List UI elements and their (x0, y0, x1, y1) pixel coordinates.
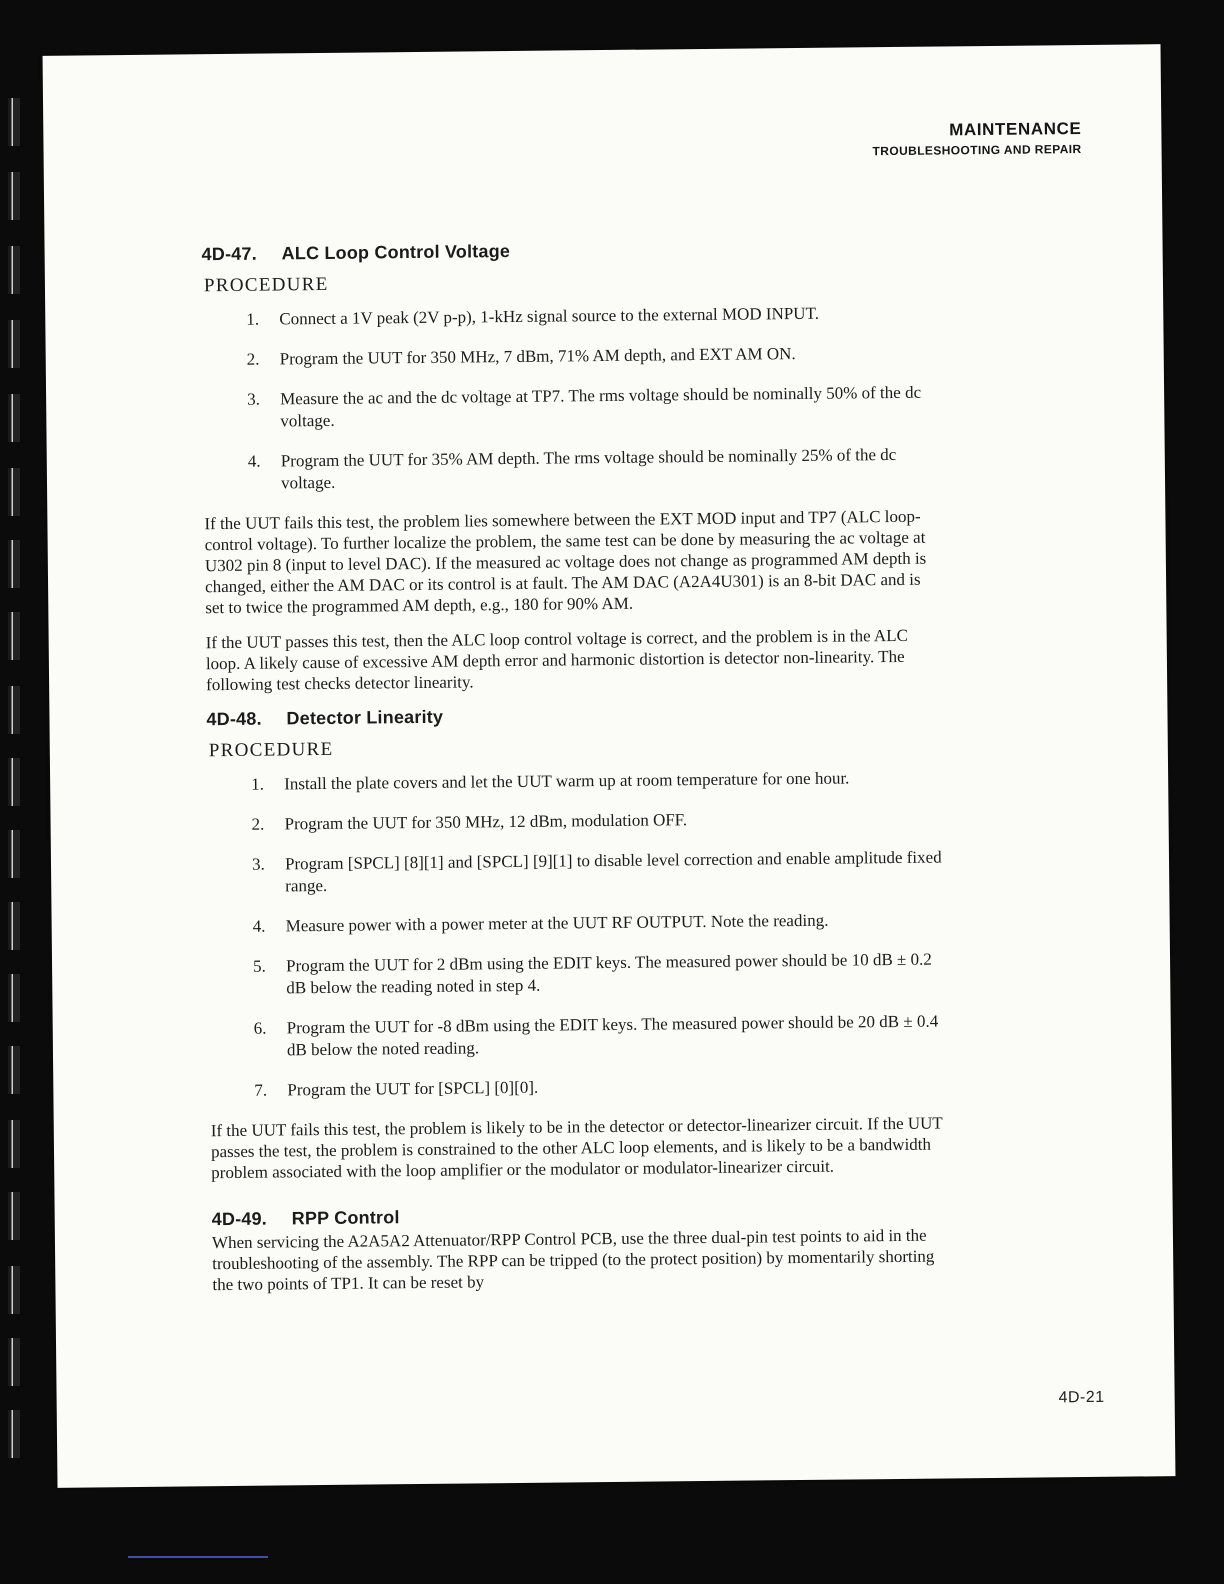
step-item (208, 847, 943, 899)
body-paragraph: If the UUT fails this test, the problem is likely to be in the detector or detector-linearizer circuit. If the UUT passes the test, the problem is constrained to the other ALC loop elements, and is likely to be a bandwidth problem associated with the loop amplifier or the modulator or modulator-linearizer circuit. (210, 1113, 943, 1183)
step-item (203, 342, 938, 372)
step-number: 6. (253, 1018, 267, 1038)
step-text: Connect a 1V peak (2V p-p), 1-kHz signal source to the external MOD INPUT. (279, 303, 819, 329)
section-number: 4D-48. (206, 708, 262, 730)
body-paragraph: When servicing the A2A5A2 Attenuator/RPP Control PCB, use the three dual-pin test points to aid in the troubleshooting of the assembly. The RPP can be tripped (to the protect position) by momentarily shorting the two points of TP1. It can be reset by (211, 1225, 935, 1295)
step-number: 2. (246, 349, 260, 369)
header-subtitle: TROUBLESHOOTING AND REPAIR (872, 142, 1082, 159)
step-text: Install the plate covers and let the UUT warm up at room temperature for one hour. (284, 768, 850, 794)
step-number: 2. (251, 814, 265, 834)
section-heading (202, 237, 937, 266)
page-header (872, 119, 1081, 158)
step-item (210, 1010, 945, 1062)
step-number: 1. (251, 774, 265, 794)
section-number: 4D-47. (201, 243, 257, 265)
procedure-label: PROCEDURE (208, 738, 334, 762)
step-item (203, 382, 938, 434)
section-title: Detector Linearity (286, 706, 444, 729)
step-number: 1. (246, 309, 260, 329)
step-text: Program the UUT for 2 dBm using the EDIT keys. The measured power should be 10 dB ± 0.2 dB below the reading noted in step 4. (285, 949, 932, 998)
step-item (209, 909, 944, 939)
step-text: Program [SPCL] [8][1] and [SPCL] [9][1] to disable level correction and enable amplitude fixed range. (284, 847, 942, 896)
body-paragraph: If the UUT fails this test, the problem lies somewhere between the EXT MOD input and TP7 (ALC loop-control voltage). To further localize the problem, the same test can be done by measuring the ac voltage at U302 pin 8 (input to level DAC). If the measured ac voltage does not change as programmed AM depth is changed, either the AM DAC or its control is at fault. The AM DAC (A2A4U301) is an 8-bit DAC and is set to twice the programmed AM depth, e.g., 180 for 90% AM. (204, 506, 927, 618)
page-number: 4D-21 (1058, 1388, 1105, 1407)
step-text: Program the UUT for 350 MHz, 12 dBm, modulation OFF. (284, 810, 688, 834)
step-item (204, 444, 939, 496)
section-title: ALC Loop Control Voltage (281, 241, 511, 264)
step-number: 3. (247, 389, 260, 409)
page-content (202, 237, 948, 1310)
body-paragraph: If the UUT passes this test, then the ALC loop control voltage is correct, and the problem is in the ALC loop. A likely cause of excessive AM depth error and harmonic distortion is detector non-linearity. The following test checks detector linearity. (205, 625, 908, 695)
document-page (43, 44, 1176, 1488)
step-item (207, 767, 942, 797)
step-item (207, 807, 942, 837)
section-4d-49 (212, 1201, 948, 1295)
section-4d-48 (206, 702, 946, 1184)
step-item (210, 1072, 945, 1102)
step-text: Program the UUT for -8 dBm using the EDIT keys. The measured power should be 20 dB ± 0.4 dB below the noted reading. (286, 1011, 939, 1060)
section-title: RPP Control (291, 1207, 400, 1229)
step-item (202, 302, 937, 332)
step-text: Measure power with a power meter at the UUT RF OUTPUT. Note the reading. (285, 910, 829, 936)
procedure-steps (202, 302, 939, 496)
procedure-steps (207, 767, 945, 1103)
procedure-label: PROCEDURE (203, 273, 329, 297)
step-number: 5. (252, 956, 266, 976)
step-item (209, 949, 944, 1001)
header-title: MAINTENANCE (949, 119, 1082, 140)
step-number: 7. (254, 1080, 268, 1100)
binding-edge (8, 0, 32, 1584)
scan-artifact-line (128, 1556, 268, 1558)
section-4d-47 (202, 237, 942, 696)
step-number: 4. (252, 916, 266, 936)
step-text: Program the UUT for 350 MHz, 7 dBm, 71% AM depth, and EXT AM ON. (279, 344, 796, 369)
step-number: 3. (251, 854, 265, 874)
section-number: 4D-49. (211, 1208, 268, 1230)
step-text: Program the UUT for 35% AM depth. The rms voltage should be nominally 25% of the dc voltage. (280, 444, 897, 493)
section-heading (206, 702, 941, 731)
step-number: 4. (247, 451, 261, 471)
step-text: Measure the ac and the dc voltage at TP7. The rms voltage should be nominally 50% of the dc voltage. (280, 382, 922, 431)
step-text: Program the UUT for [SPCL] [0][0]. (287, 1077, 539, 1100)
